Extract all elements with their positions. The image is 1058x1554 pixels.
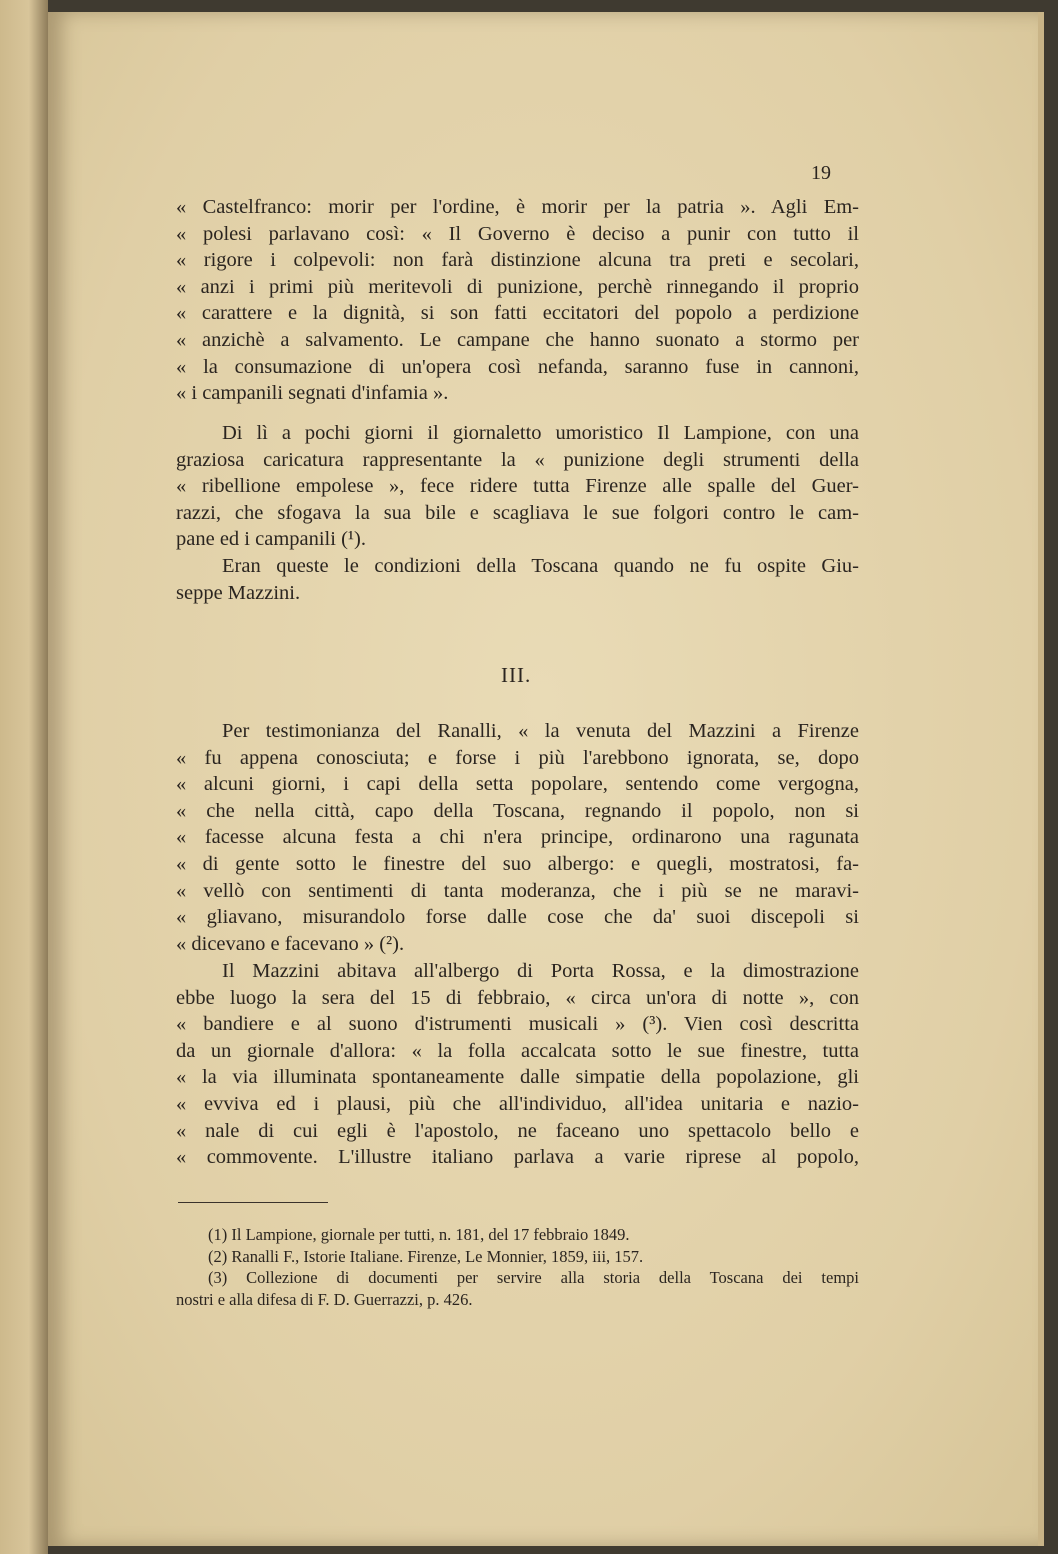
text-line: « rigore i colpevoli: non farà distinzione alcuna tra preti e secolari, (176, 249, 859, 272)
text-line: « la consumazione di un'opera così nefanda, saranno fuse in cannoni, (176, 355, 859, 378)
text-line: « facesse alcuna festa a chi n'era principe, ordinarono una ragunata (176, 826, 859, 849)
text-line: Eran queste le condizioni della Toscana quando ne fu ospite Giu- (222, 555, 859, 577)
text-line: « polesi parlavano così: « Il Governo è deciso a punir con tutto il (176, 222, 859, 245)
text-line: « vellò con sentimenti di tanta moderanza, che i più se ne maravi- (176, 879, 859, 902)
text-line: pane ed i campanili (¹). (176, 528, 366, 551)
footnote-1: (1) Il Lampione, giornale per tutti, n. 181, del 17 febbraio 1849. (208, 1225, 630, 1244)
text-line: Il Mazzini abitava all'albergo di Porta Rossa, e la dimostrazione (222, 960, 859, 982)
text-line: « commovente. L'illustre italiano parlava a varie riprese al popolo, (176, 1146, 859, 1169)
text-line: Di lì a pochi giorni il giornaletto umoristico Il Lampione, con una (222, 422, 859, 444)
text-line: Per testimonianza del Ranalli, « la venuta del Mazzini a Firenze (222, 720, 859, 742)
page-number: 19 (811, 162, 831, 184)
text-line: « anzi i primi più meritevoli di punizione, perchè rinnegando il proprio (176, 275, 859, 298)
text-line: « la via illuminata spontaneamente dalle simpatie della popolazione, gli (176, 1066, 859, 1089)
text-line: « che nella città, capo della Toscana, regnando il popolo, non si (176, 799, 859, 822)
text-line: « carattere e la dignità, si son fatti eccitatori del popolo a perdizione (176, 302, 859, 325)
text-line: « anzichè a salvamento. Le campane che hanno suonato a stormo per (176, 328, 859, 351)
text-line: « ribellione empolese », fece ridere tutta Firenze alle spalle del Guer- (176, 475, 859, 498)
footnote-3: (3) Collezione di documenti per servire alla storia della Toscana dei tempi (208, 1268, 859, 1287)
facing-page-edge (0, 0, 48, 1554)
text-line: « nale di cui egli è l'apostolo, ne faceano uno spettacolo bello e (176, 1119, 859, 1142)
text-line: « fu appena conosciuta; e forse i più l'arebbono ignorata, se, dopo (176, 746, 859, 769)
text-line: « di gente sotto le finestre del suo albergo: e quegli, mostratosi, fa- (176, 852, 859, 875)
text-line: « bandiere e al suono d'istrumenti musicali » (³). Vien così descritta (176, 1013, 859, 1036)
paragraph-toscana (176, 553, 859, 606)
paragraph-quote-castelfranco (176, 194, 859, 407)
text-line: « i campanili segnati d'infamia ». (176, 382, 449, 405)
paragraph-porta-rossa (176, 958, 859, 1171)
text-line: da un giornale d'allora: « la folla accalcata sotto le sue finestre, tutta (176, 1039, 859, 1062)
paragraph-lampione (176, 420, 859, 553)
text-line: « gliavano, misurandolo forse dalle cose che da' suoi discepoli si (176, 906, 859, 929)
text-line: « dicevano e facevano » (²). (176, 932, 405, 955)
section-heading: III. (501, 663, 532, 687)
text-line: « evviva ed i plausi, più che all'individuo, all'idea unitaria e nazio- (176, 1092, 859, 1115)
text-line: ebbe luogo la sera del 15 di febbraio, « circa un'ora di notte », con (176, 986, 859, 1009)
text-line: « alcuni giorni, i capi della setta popolare, sentendo come vergogna, (176, 773, 859, 796)
text-line: razzi, che sfogava la sua bile e scagliava le sue folgori contro le cam- (176, 501, 859, 524)
text-line: graziosa caricatura rappresentante la « punizione degli strumenti della (176, 448, 859, 471)
text-line: seppe Mazzini. (176, 581, 301, 604)
text-line: « Castelfranco: morir per l'ordine, è morir per la patria ». Agli Em- (176, 196, 859, 218)
footnote-3-continued: nostri e alla difesa di F. D. Guerrazzi, p. 426. (176, 1289, 473, 1309)
paragraph-ranalli (176, 718, 859, 957)
footnotes (176, 1224, 859, 1310)
book-page (48, 12, 1044, 1546)
footnote-divider (178, 1202, 328, 1203)
footnote-2: (2) Ranalli F., Istorie Italiane. Firenze, Le Monnier, 1859, iii, 157. (208, 1246, 644, 1266)
